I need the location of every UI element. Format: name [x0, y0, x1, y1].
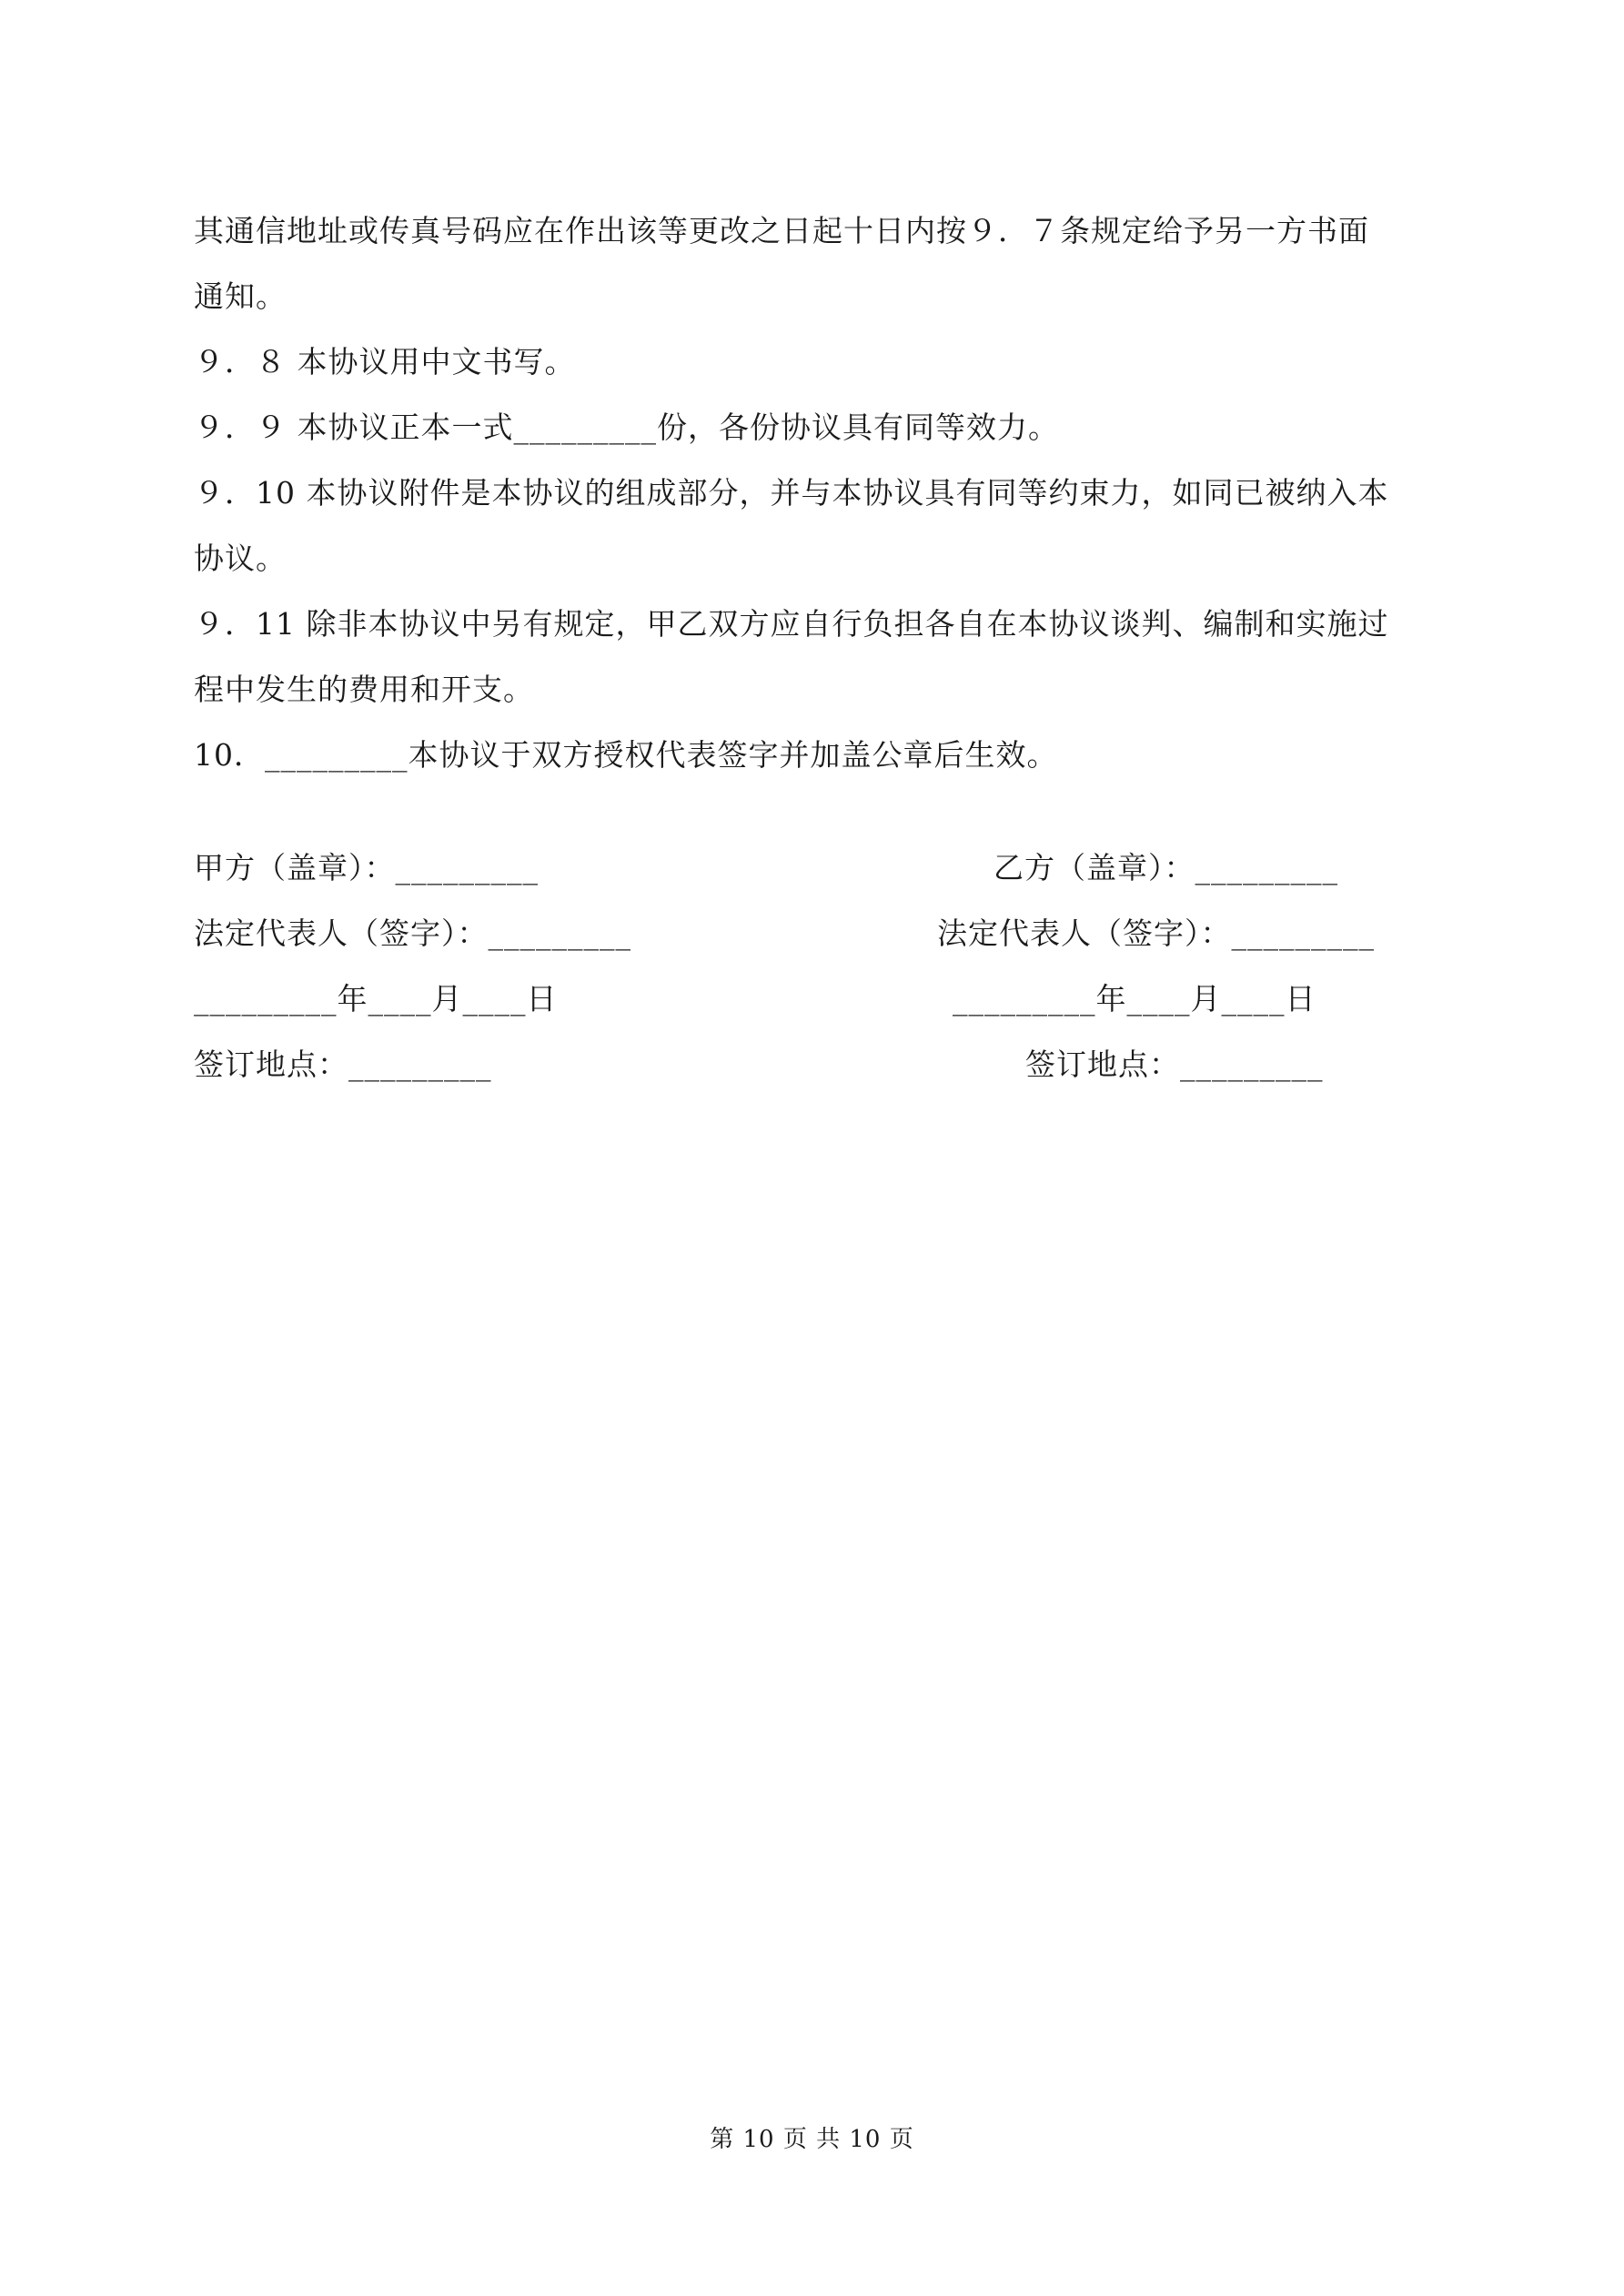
- party-b-seal: 乙方（盖章）：_________: [994, 850, 1338, 885]
- contract-body: [194, 198, 1440, 788]
- party-a-representative: 法定代表人（签字）：_________: [194, 915, 631, 951]
- paragraph-line: 其通信地址或传真号码应在作出该等更改之日起十日内按９．７条规定给予另一方书面: [194, 213, 1369, 248]
- clause-9-8: ９．８ 本协议用中文书写。: [194, 344, 576, 379]
- party-a-signature-block: [194, 835, 631, 1097]
- paragraph-line: 程中发生的费用和开支。: [194, 672, 534, 707]
- page-number-footer: 第 10 页 共 10 页: [710, 2126, 914, 2153]
- clause-9-9: ９．９ 本协议正本一式_________份，各份协议具有同等效力。: [194, 410, 1059, 445]
- party-b-place: 签订地点：_________: [1025, 1047, 1324, 1082]
- clause-10: 10．_________本协议于双方授权代表签字并加盖公章后生效。: [194, 737, 1058, 773]
- party-b-signature-block: [937, 835, 1375, 1097]
- paragraph-line: 协议。: [194, 541, 287, 576]
- party-b-date: _________年____月____日: [953, 981, 1316, 1017]
- clause-9-11: ９．11 除非本协议中另有规定，甲乙双方应自行负担各自在本协议谈判、编制和实施过: [194, 606, 1389, 642]
- party-b-representative: 法定代表人（签字）：_________: [937, 915, 1375, 951]
- paragraph-line: 通知。: [194, 278, 287, 314]
- party-a-date: _________年____月____日: [194, 981, 558, 1017]
- clause-9-10: ９．10 本协议附件是本协议的组成部分，并与本协议具有同等约束力，如同已被纳入本: [194, 475, 1389, 511]
- party-a-place: 签订地点：_________: [194, 1047, 492, 1082]
- party-a-seal: 甲方（盖章）：_________: [194, 850, 539, 885]
